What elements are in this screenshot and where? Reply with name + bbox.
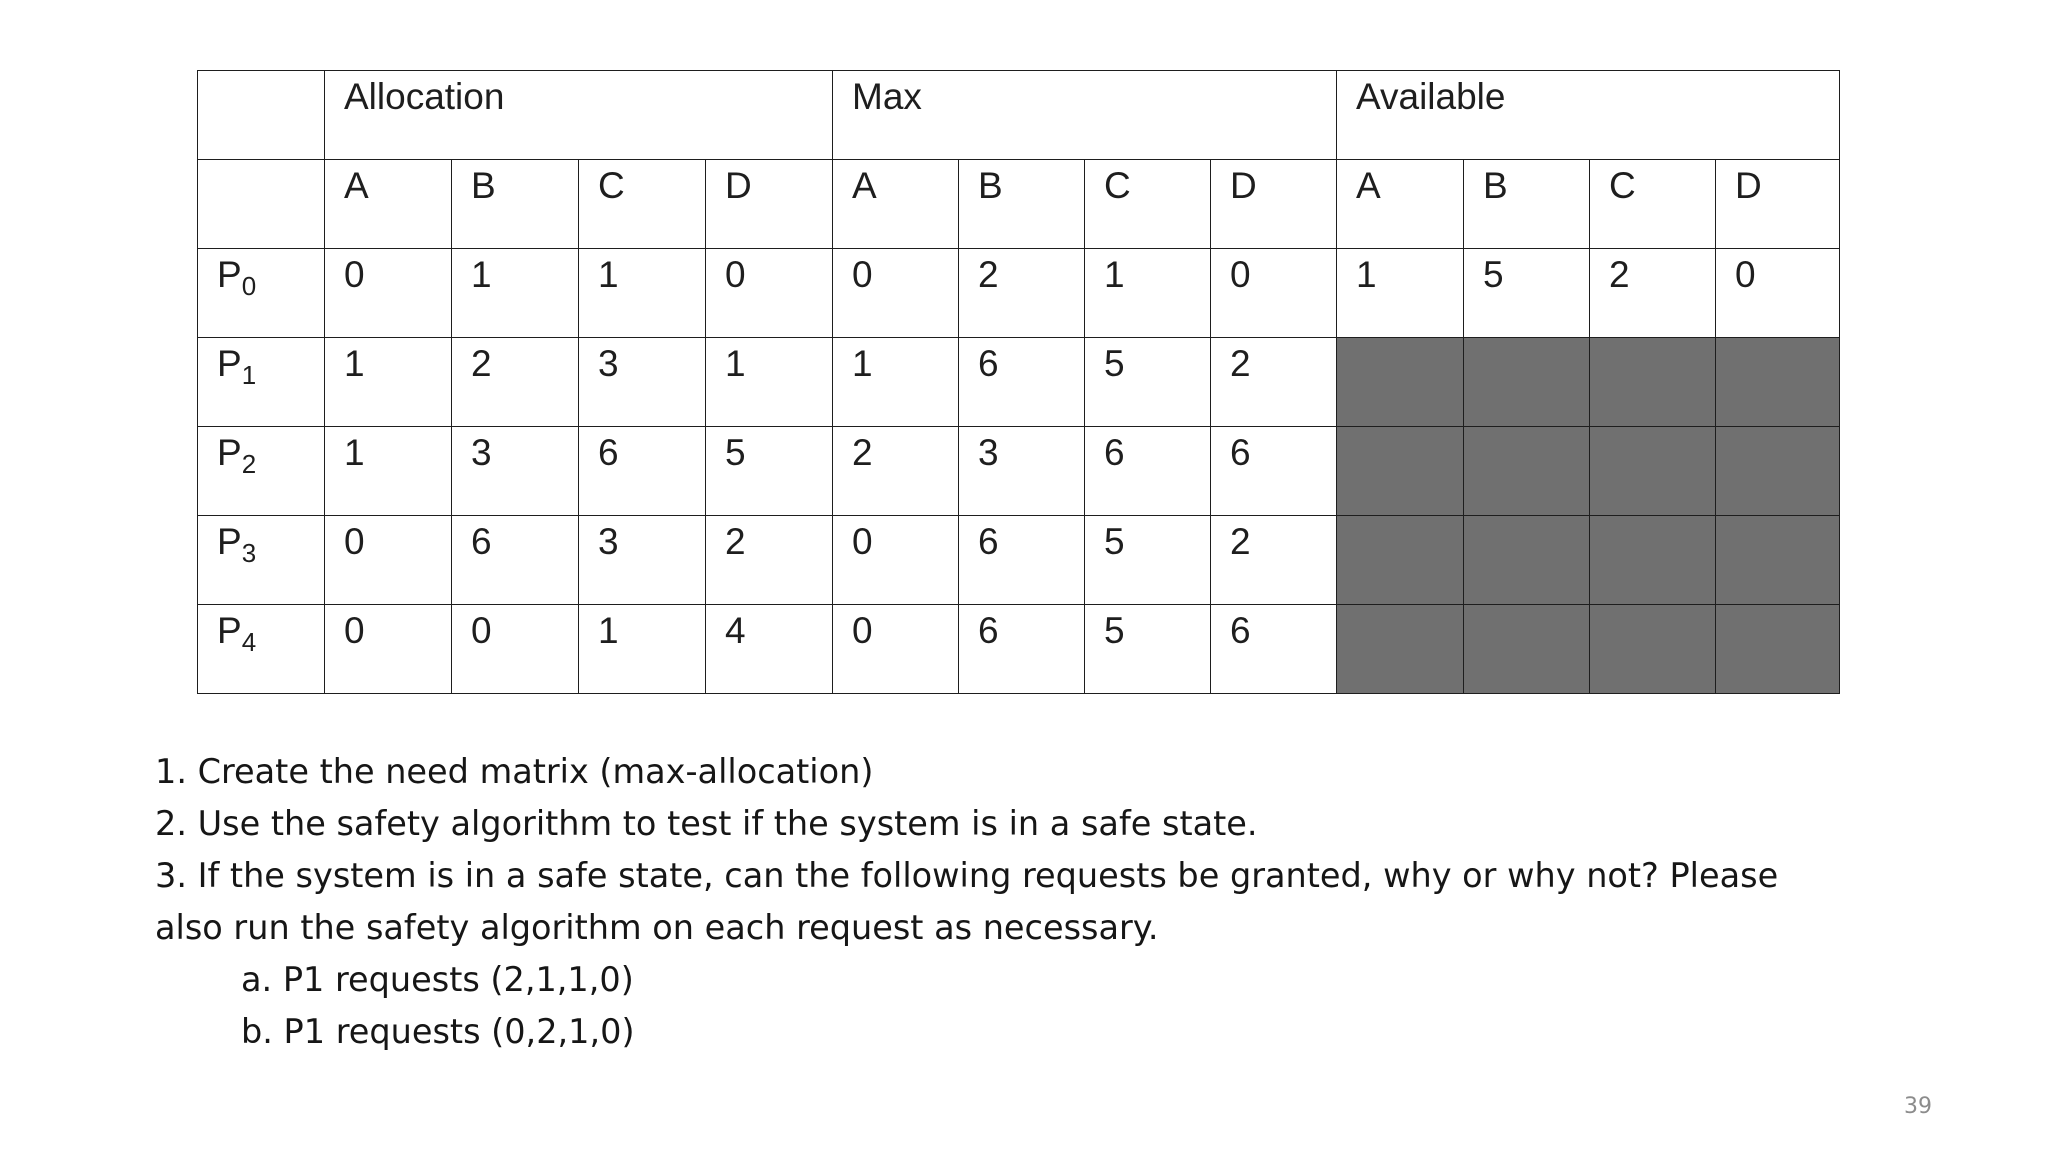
allocation-cell: 1	[579, 249, 706, 338]
allocation-cell: 3	[579, 516, 706, 605]
shaded-cell	[1337, 605, 1464, 694]
max-cell: 1	[833, 338, 959, 427]
process-label: $P_0$	[198, 249, 325, 338]
allocation-cell: 1	[706, 338, 833, 427]
allocation-cell: 1	[579, 605, 706, 694]
process-label: $P_3$	[198, 516, 325, 605]
max-cell: 2	[1211, 338, 1337, 427]
process-subscript: 1	[241, 360, 257, 390]
question-1: 1. Create the need matrix (max-allocation)	[155, 752, 874, 791]
shaded-cell	[1716, 516, 1840, 605]
question-3a: a. P1 requests (2,1,1,0)	[241, 960, 634, 999]
table-row	[198, 516, 1840, 605]
max-cell: 0	[1211, 249, 1337, 338]
shaded-cell	[1464, 605, 1590, 694]
allocation-cell: 3	[452, 427, 579, 516]
available-cell: 2	[1590, 249, 1716, 338]
group-header-row	[198, 71, 1840, 160]
process-subscript: 0	[241, 271, 257, 301]
shaded-cell	[1337, 516, 1464, 605]
allocation-cell: 0	[325, 605, 452, 694]
process-subscript: 3	[241, 538, 257, 568]
shaded-cell	[1464, 427, 1590, 516]
column-header-allocation-a: A	[325, 160, 452, 249]
table-row	[198, 427, 1840, 516]
shaded-cell	[1337, 427, 1464, 516]
max-cell: 6	[959, 516, 1085, 605]
column-header-available-a: A	[1337, 160, 1464, 249]
max-cell: 0	[833, 516, 959, 605]
max-cell: 6	[1211, 427, 1337, 516]
max-cell: 5	[1085, 516, 1211, 605]
process-label: $P_1$	[198, 338, 325, 427]
allocation-cell: 2	[452, 338, 579, 427]
max-cell: 6	[1211, 605, 1337, 694]
question-2: 2. Use the safety algorithm to test if the system is in a safe state.	[155, 804, 1258, 843]
shaded-cell	[1716, 605, 1840, 694]
allocation-cell: 6	[579, 427, 706, 516]
corner-cell	[198, 71, 325, 160]
process-subscript: 4	[241, 627, 257, 657]
available-cell: 0	[1716, 249, 1840, 338]
table-row	[198, 249, 1840, 338]
row-label-blank	[198, 160, 325, 249]
page-number: 39	[1904, 1094, 1932, 1119]
question-list	[155, 746, 1915, 1058]
max-cell: 5	[1085, 338, 1211, 427]
shaded-cell	[1464, 338, 1590, 427]
allocation-cell: 5	[706, 427, 833, 516]
question-3b: b. P1 requests (0,2,1,0)	[241, 1012, 635, 1051]
table-row	[198, 338, 1840, 427]
group-header-allocation: Allocation	[325, 71, 833, 160]
process-label: $P_2$	[198, 427, 325, 516]
allocation-cell: 3	[579, 338, 706, 427]
allocation-cell: 1	[325, 338, 452, 427]
allocation-cell: 1	[452, 249, 579, 338]
column-header-available-c: C	[1590, 160, 1716, 249]
shaded-cell	[1716, 338, 1840, 427]
allocation-cell: 0	[325, 249, 452, 338]
column-header-allocation-c: C	[579, 160, 706, 249]
group-header-available: Available	[1337, 71, 1840, 160]
max-cell: 6	[959, 605, 1085, 694]
process-label: $P_4$	[198, 605, 325, 694]
shaded-cell	[1590, 427, 1716, 516]
max-cell: 1	[1085, 249, 1211, 338]
allocation-cell: 1	[325, 427, 452, 516]
shaded-cell	[1337, 338, 1464, 427]
allocation-cell: 0	[706, 249, 833, 338]
question-3-line-1: 3. If the system is in a safe state, can the following requests be granted, why or why not? Please	[155, 856, 1779, 895]
column-header-max-b: B	[959, 160, 1085, 249]
column-header-row	[198, 160, 1840, 249]
allocation-cell: 0	[325, 516, 452, 605]
max-cell: 2	[1211, 516, 1337, 605]
process-subscript: 2	[241, 449, 257, 479]
column-header-available-b: B	[1464, 160, 1590, 249]
max-cell: 5	[1085, 605, 1211, 694]
max-cell: 6	[1085, 427, 1211, 516]
table-body	[198, 71, 1840, 694]
question-3-line-2: also run the safety algorithm on each request as necessary.	[155, 908, 1159, 947]
shaded-cell	[1590, 338, 1716, 427]
column-header-max-a: A	[833, 160, 959, 249]
allocation-cell: 4	[706, 605, 833, 694]
allocation-cell: 2	[706, 516, 833, 605]
allocation-cell: 6	[452, 516, 579, 605]
max-cell: 0	[833, 605, 959, 694]
allocation-cell: 0	[452, 605, 579, 694]
max-cell: 3	[959, 427, 1085, 516]
column-header-available-d: D	[1716, 160, 1840, 249]
column-header-max-c: C	[1085, 160, 1211, 249]
max-cell: 2	[959, 249, 1085, 338]
shaded-cell	[1590, 605, 1716, 694]
available-cell: 1	[1337, 249, 1464, 338]
column-header-max-d: D	[1211, 160, 1337, 249]
max-cell: 6	[959, 338, 1085, 427]
group-header-max: Max	[833, 71, 1337, 160]
shaded-cell	[1716, 427, 1840, 516]
available-cell: 5	[1464, 249, 1590, 338]
column-header-allocation-d: D	[706, 160, 833, 249]
max-cell: 2	[833, 427, 959, 516]
max-cell: 0	[833, 249, 959, 338]
shaded-cell	[1590, 516, 1716, 605]
shaded-cell	[1464, 516, 1590, 605]
resource-table	[197, 70, 1840, 694]
column-header-allocation-b: B	[452, 160, 579, 249]
table-row	[198, 605, 1840, 694]
